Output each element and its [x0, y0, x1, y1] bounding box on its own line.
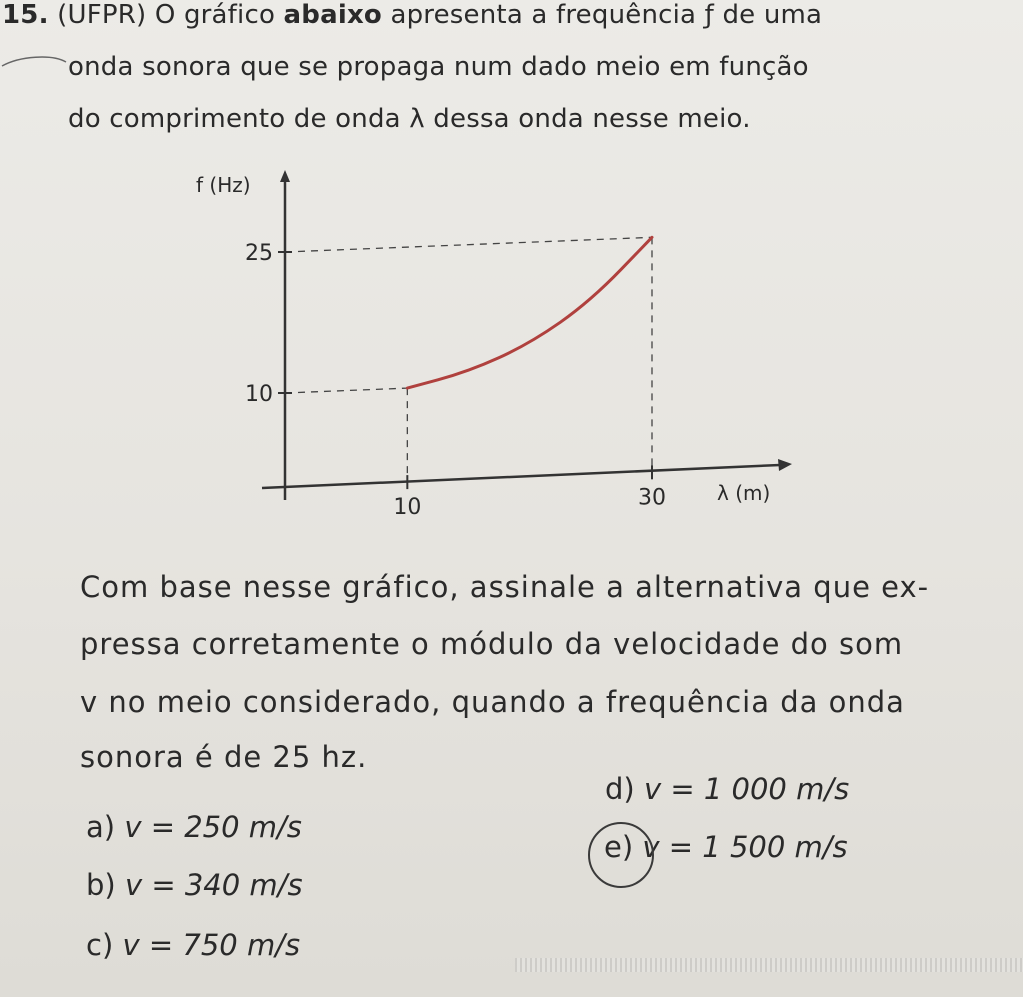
option-text: v = 750 m/s: [122, 928, 301, 962]
y-axis-label: f (Hz): [196, 173, 251, 197]
question-bold-word: abaixo: [283, 0, 382, 30]
question-source-text: (UFPR) O gráfico: [57, 0, 284, 30]
option-d[interactable]: [605, 772, 849, 806]
option-text: v = 340 m/s: [124, 868, 303, 902]
question-line2: onda sonora que se propaga num dado meio em função: [68, 52, 809, 82]
y-tick-label: 10: [245, 382, 273, 407]
selected-answer-circle: [588, 822, 654, 888]
guide-line-2: [285, 388, 407, 393]
x-axis-label: λ (m): [717, 481, 771, 505]
x-axis: [262, 465, 780, 488]
option-letter: b): [86, 868, 116, 902]
x-axis-arrow: [778, 459, 792, 471]
option-letter: e): [604, 830, 634, 864]
y-axis-arrow: [280, 170, 290, 182]
option-c[interactable]: [86, 928, 300, 962]
handwritten-mark: [0, 18, 80, 98]
option-text: v = 1 500 m/s: [642, 830, 848, 864]
data-curve: [407, 237, 652, 388]
option-b[interactable]: [86, 868, 303, 902]
guide-lines: [285, 237, 652, 482]
option-a[interactable]: [86, 810, 302, 844]
body-line2: pressa corretamente o módulo da velocidade do som: [80, 627, 904, 661]
chart-axes: [262, 170, 792, 500]
option-letter: c): [86, 928, 114, 962]
guide-line-0: [285, 237, 652, 252]
option-letter: a): [86, 810, 116, 844]
question-line3: do comprimento de onda λ dessa onda nesse meio.: [68, 104, 751, 134]
option-text: v = 250 m/s: [124, 810, 302, 844]
question-number: 15.: [2, 0, 49, 30]
x-tick-label: 30: [638, 485, 666, 511]
question-line1-rest: apresenta a frequência ƒ de uma: [381, 0, 823, 30]
y-tick-label: 25: [245, 241, 273, 266]
option-letter: d): [605, 772, 635, 806]
body-line1: Com base nesse gráfico, assinale a alternativa que ex-: [80, 570, 930, 604]
page-edge-strip: [515, 958, 1023, 972]
body-line3: v no meio considerado, quando a frequência da onda: [80, 685, 905, 719]
body-line4: sonora é de 25 hz.: [80, 740, 368, 774]
option-text: v = 1 000 m/s: [643, 772, 850, 806]
x-tick-label: 10: [393, 495, 422, 521]
